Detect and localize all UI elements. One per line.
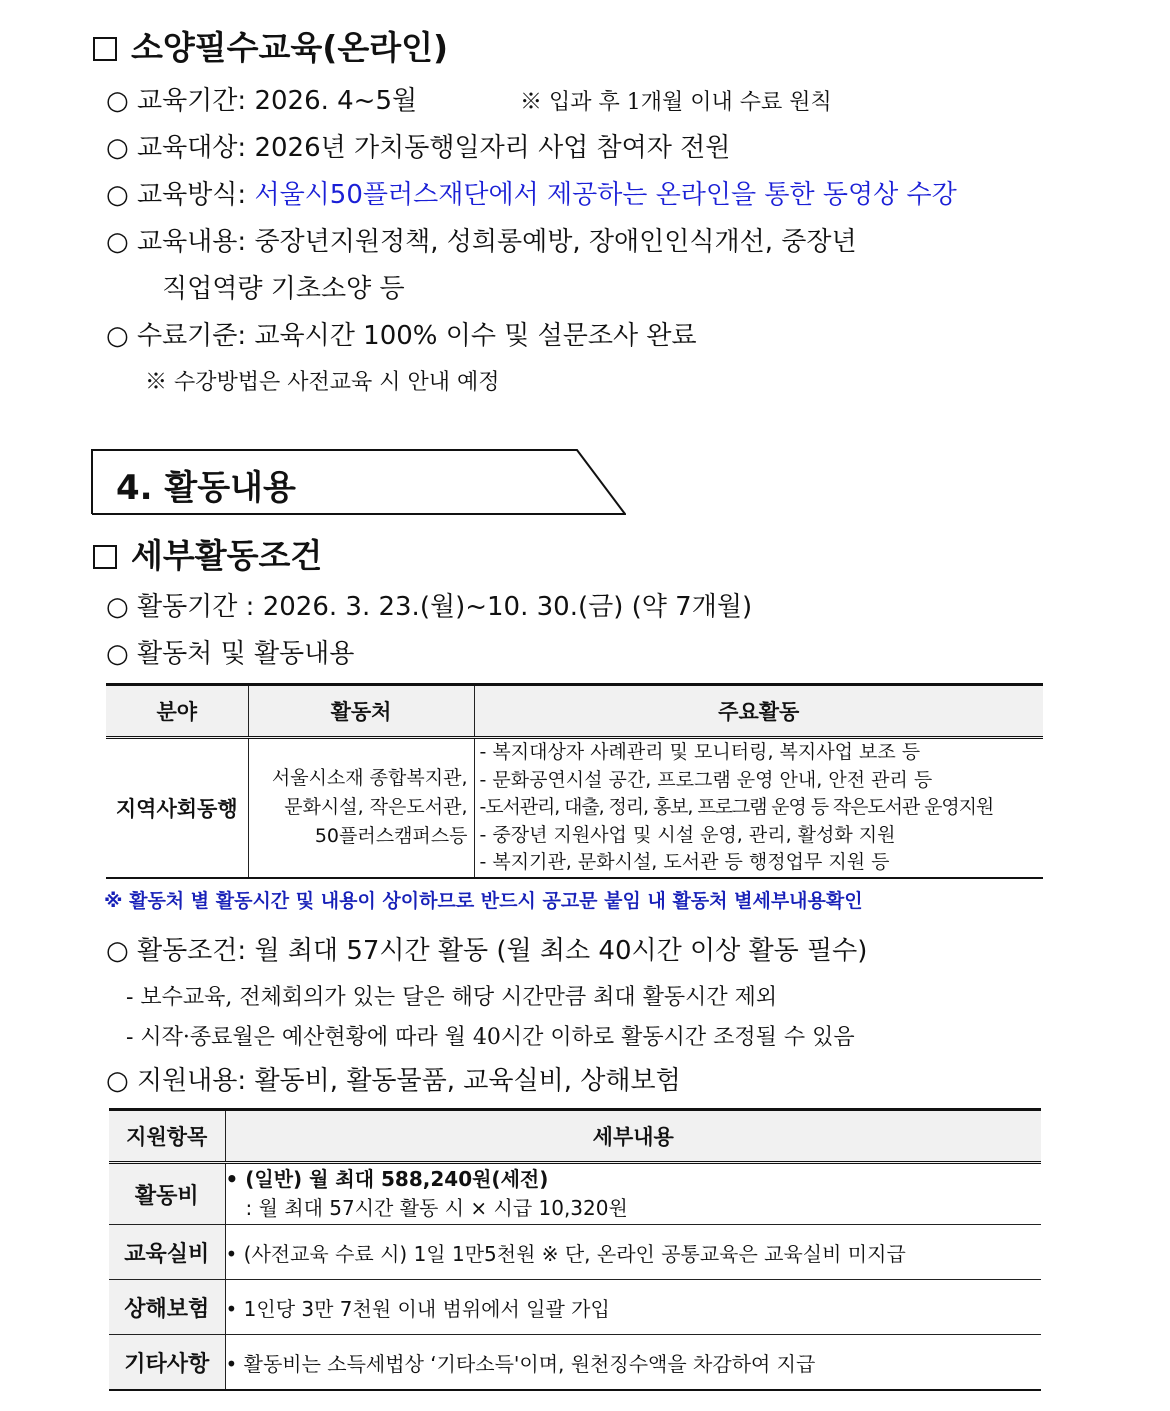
table-row: [109, 1225, 1041, 1280]
edu-target-line: ○ 교육대상: 2026년 가치동행일자리 사업 참여자 전원: [106, 133, 731, 163]
support-detail: • (사전교육 수료 시) 1일 1만5천원 ※ 단, 온라인 공통교육은 교육실비 미지급: [225, 1225, 1041, 1280]
support-detail-line: • (일반) 월 최대 588,240원(세전): [225, 1167, 549, 1191]
edu-method-line: ○ 교육방식: 서울시50플러스재단에서 제공하는 온라인을 통한 동영상 수강: [106, 180, 957, 210]
table-row: [106, 738, 1043, 878]
checkbox-square-icon: [93, 545, 117, 569]
table-header-row: [109, 1110, 1041, 1163]
activity-table: [106, 683, 1043, 879]
activity-item: -도서관리, 대출, 정리, 홍보, 프로그램 운영 등 작은도서관 운영지원: [479, 796, 994, 818]
col-header-item: 지원항목: [109, 1110, 225, 1163]
condition-sub-2: - 시작·종료월은 예산현황에 따라 월 40시간 이하로 활동시간 조정될 수 있음: [126, 1025, 855, 1050]
section-title: 4. 활동내용: [116, 468, 296, 508]
support-label: 기타사항: [109, 1335, 225, 1391]
activity-item: - 문화공연시설 공간, 프로그램 운영 안내, 안전 관리 등: [479, 768, 933, 791]
col-header-activity: 주요활동: [474, 685, 1043, 738]
edu-content-cont: 직업역량 기초소양 등: [162, 274, 405, 304]
table1-note: ※ 활동처 별 활동시간 및 내용이 상이하므로 반드시 공고문 붙임 내 활동처 별세부내용확인: [104, 890, 863, 912]
field-cell: 지역사회동행: [106, 738, 248, 878]
col-header-detail: 세부내용: [225, 1110, 1041, 1163]
support-detail: • 활동비는 소득세법상 ‘기타소득'이며, 원천징수액을 차감하여 지급: [225, 1335, 1041, 1391]
edu-period-note: ※ 입과 후 1개월 이내 수료 원칙: [520, 90, 832, 115]
section-header-box: [91, 449, 626, 515]
activities-cell: [474, 738, 1043, 878]
col-header-field: 분야: [106, 685, 248, 738]
activity-item: - 중장년 지원사업 및 시설 운영, 관리, 활성화 지원: [479, 823, 896, 846]
table-header-row: [106, 685, 1043, 738]
edu-method-highlight: 서울시50플러스재단에서 제공하는 온라인을 통한 동영상 수강: [254, 180, 957, 210]
edu-content-line: ○ 교육내용: 중장년지원정책, 성희롱예방, 장애인인식개선, 중장년: [106, 227, 857, 257]
place-line: 문화시설, 작은도서관,: [284, 796, 468, 819]
activity-item: - 복지대상자 사례관리 및 모니터링, 복지사업 보조 등: [479, 741, 921, 763]
checkbox-square-icon: [93, 37, 117, 61]
place-line: 50플러스캠퍼스등: [314, 825, 468, 848]
activity-item: - 복지기관, 문화시설, 도서관 등 행정업무 지원 등: [479, 851, 890, 873]
table-row: [109, 1163, 1041, 1225]
place-line: 서울시소재 종합복지관,: [271, 767, 468, 790]
edu-period-line: ○ 교육기간: 2026. 4~5월: [106, 86, 418, 116]
online-education-heading: 소양필수교육(온라인): [93, 22, 448, 69]
support-line: ○ 지원내용: 활동비, 활동물품, 교육실비, 상해보험: [106, 1066, 681, 1096]
support-detail: [225, 1163, 1041, 1225]
support-detail-line: : 월 최대 57시간 활동 시 × 시급 10,320원: [245, 1196, 628, 1220]
edu-completion-line: ○ 수료기준: 교육시간 100% 이수 및 설문조사 완료: [106, 321, 697, 351]
support-table: [109, 1108, 1041, 1391]
support-label: 활동비: [109, 1163, 225, 1225]
activity-period-line: ○ 활동기간 : 2026. 3. 23.(월)~10. 30.(금) (약 7개월): [106, 592, 753, 622]
edu-note: ※ 수강방법은 사전교육 시 안내 예정: [145, 370, 500, 395]
support-label: 교육실비: [109, 1225, 225, 1280]
table-row: [109, 1335, 1041, 1391]
activity-conditions-line: ○ 활동조건: 월 최대 57시간 활동 (월 최소 40시간 이상 활동 필수): [106, 936, 868, 966]
place-cell: [248, 738, 474, 878]
col-header-place: 활동처: [248, 685, 474, 738]
table-row: [109, 1280, 1041, 1335]
activity-places-line: ○ 활동처 및 활동내용: [106, 639, 355, 669]
support-label: 상해보험: [109, 1280, 225, 1335]
support-detail: • 1인당 3만 7천원 이내 범위에서 일괄 가입: [225, 1280, 1041, 1335]
detail-conditions-heading: 세부활동조건: [93, 530, 322, 577]
condition-sub-1: - 보수교육, 전체회의가 있는 달은 해당 시간만큼 최대 활동시간 제외: [126, 985, 778, 1010]
